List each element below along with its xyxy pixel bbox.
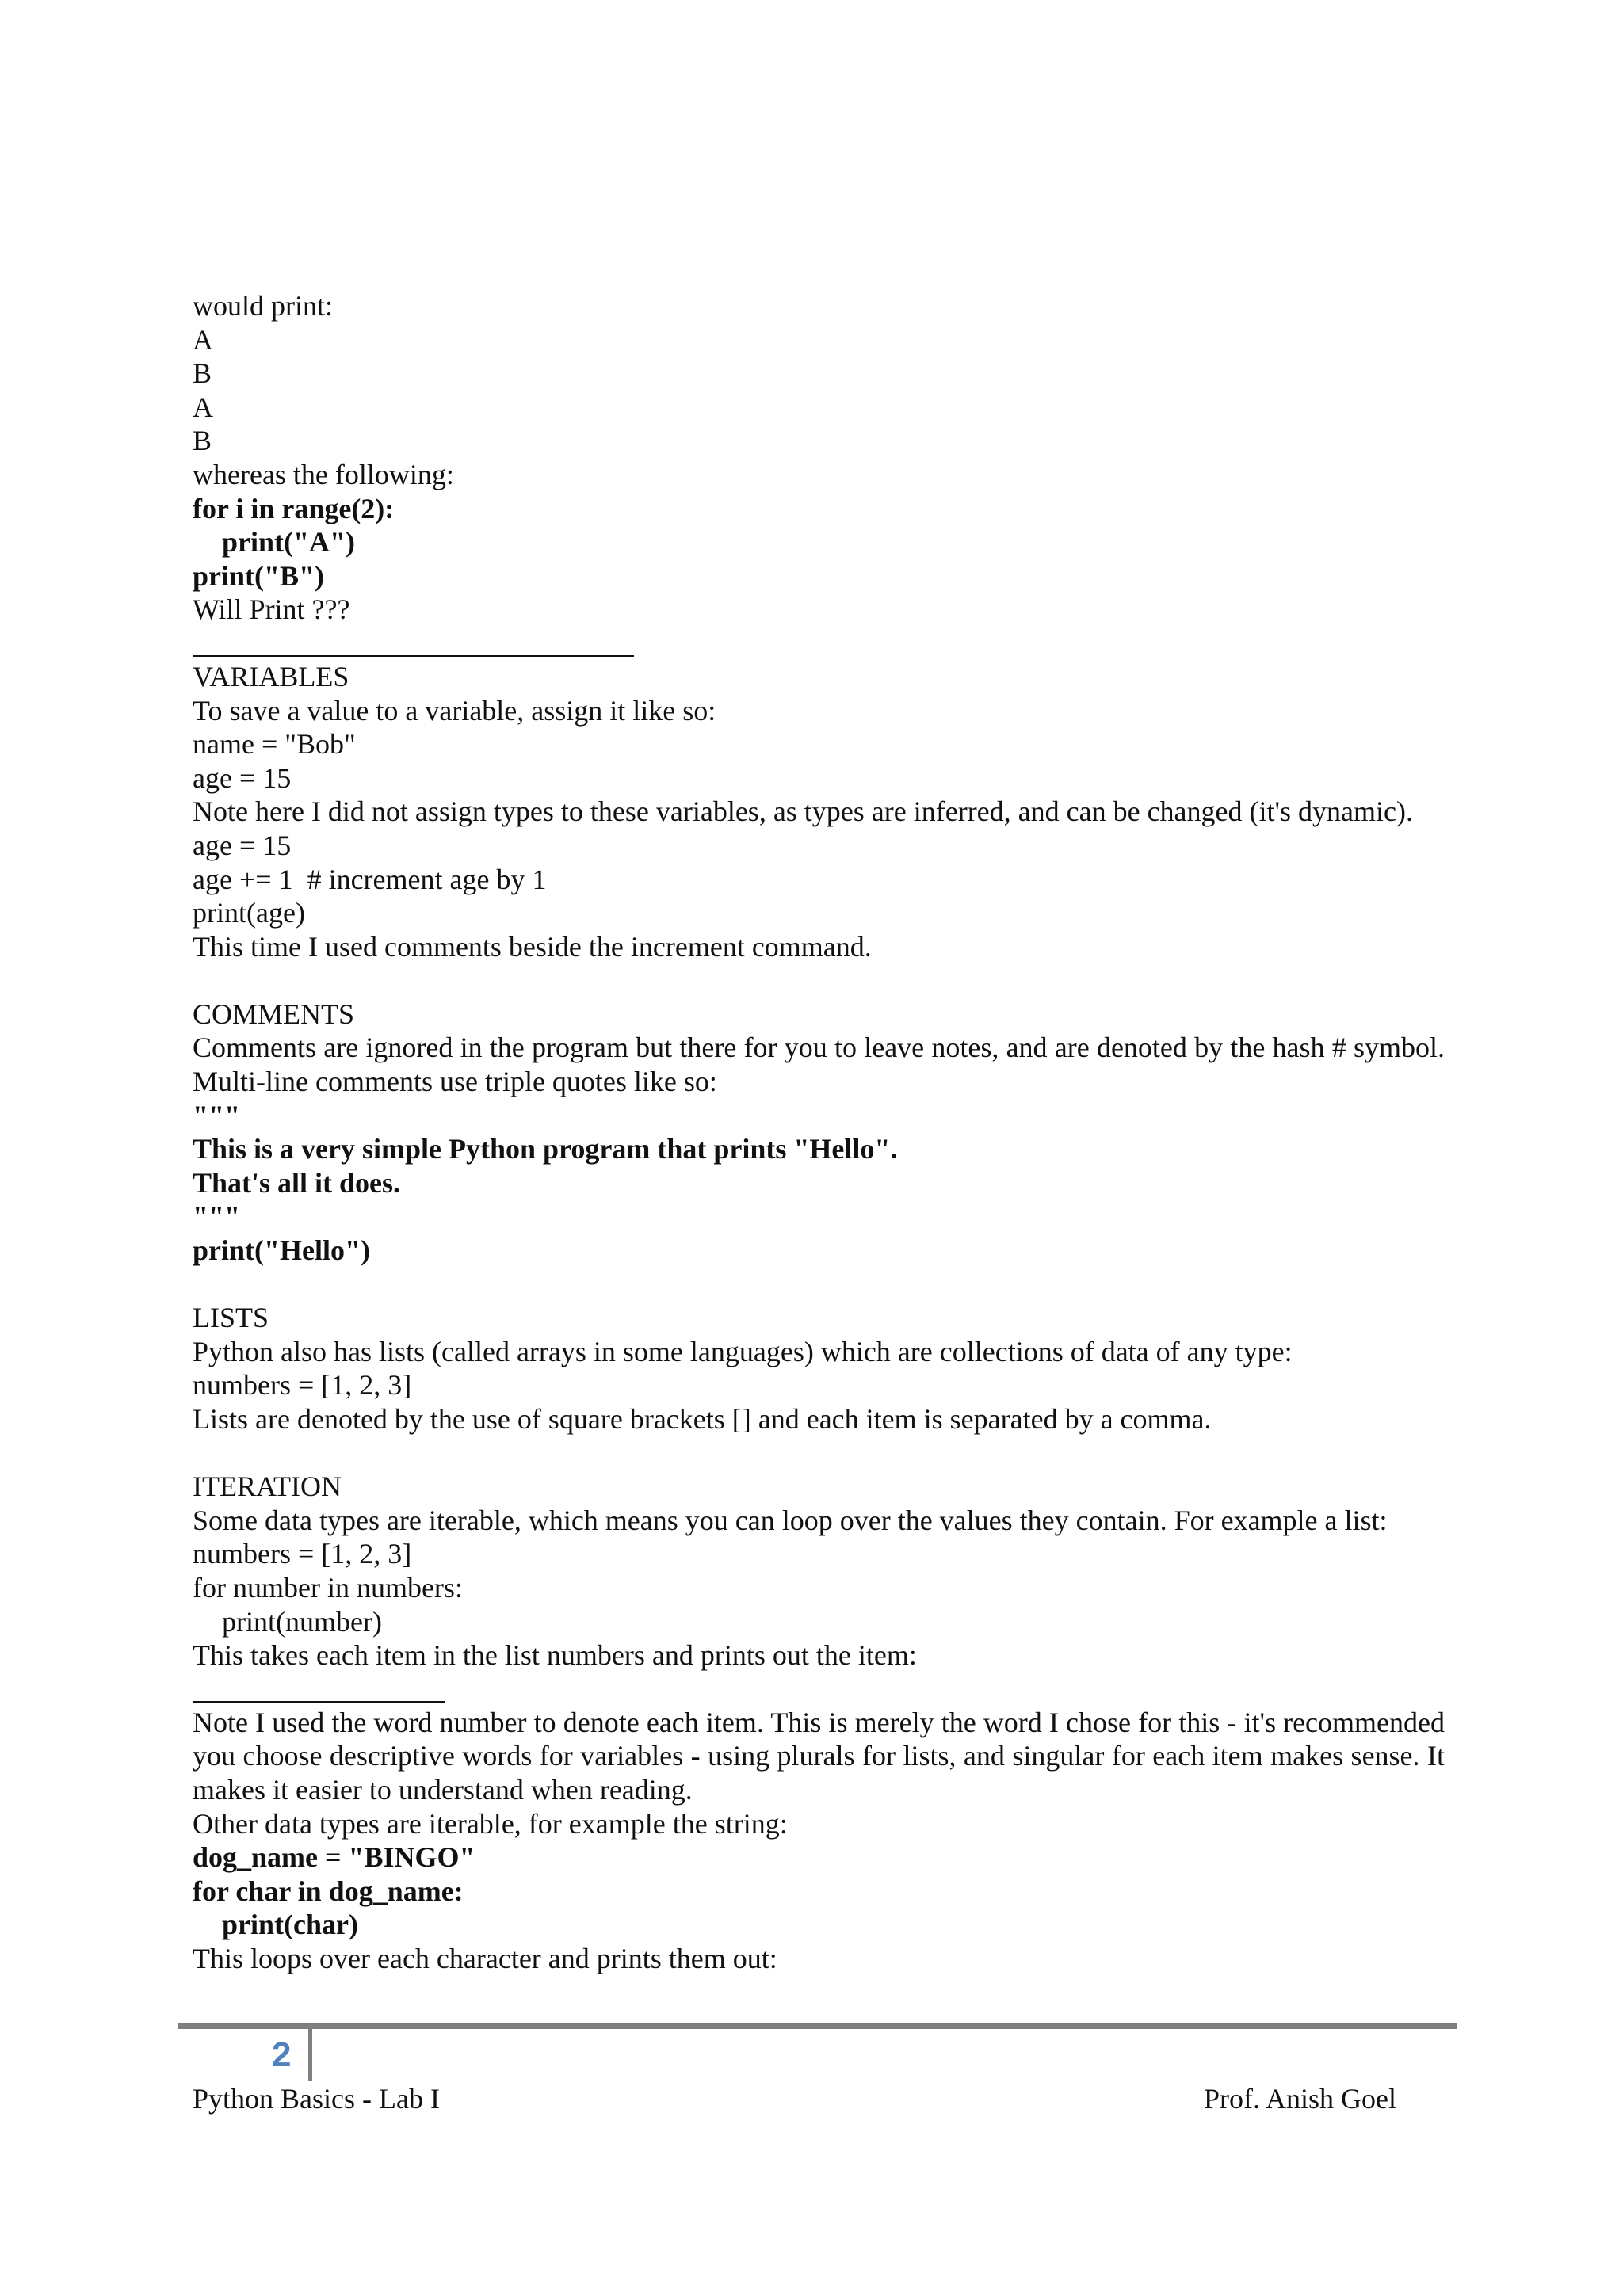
section-heading-comments: COMMENTS [193,997,355,1030]
code-line: print("B") [193,559,324,592]
footer-divider [178,2023,1457,2029]
code-line: dog_name = "BINGO" [193,1841,475,1874]
code-line: age = 15 [193,761,292,794]
section-heading-lists: LISTS [193,1302,269,1334]
code-line: for char in dog_name: [193,1875,464,1907]
code-line: print(number) [222,1605,382,1638]
text-line: would print: [193,290,333,322]
code-line: print(age) [193,897,305,929]
code-line: age = 15 [193,829,292,861]
code-line: numbers = [1, 2, 3] [193,1538,412,1570]
code-line: numbers = [1, 2, 3] [193,1369,412,1402]
footer-course-title: Python Basics - Lab I [193,2083,440,2115]
output-line: A [193,323,213,356]
page-body [193,289,1445,1976]
section-heading-variables: VARIABLES [193,660,349,692]
answer-blank-line [193,1672,445,1703]
page-number-divider [308,2028,312,2081]
spacer [193,1436,1445,1470]
text-line: Some data types are iterable, which means you can loop over the values they contain. For example a list: [193,1504,1388,1536]
text-line: Other data types are iterable, for example the string: [193,1807,788,1840]
output-line: A [193,391,213,423]
text-line: This takes each item in the list numbers and prints out the item: [193,1639,917,1672]
code-line: print(char) [222,1909,358,1941]
text-line: whereas the following: [193,458,454,490]
output-line: B [193,425,212,457]
code-line: print("Hello") [193,1234,370,1267]
page-number: 2 [272,2035,292,2074]
code-line: """ [193,1099,240,1131]
output-line: B [193,357,212,390]
spacer [193,1268,1445,1302]
footer-author: Prof. Anish Goel [1204,2083,1396,2115]
text-line: This loops over each character and prints them out: [193,1942,777,1974]
code-line: for number in numbers: [193,1571,463,1604]
text-line: Python also has lists (called arrays in some languages) which are collections of data of any type: [193,1335,1293,1367]
code-line: That's all it does. [193,1166,401,1199]
answer-blank-line [193,627,634,657]
section-heading-iteration: ITERATION [193,1470,342,1503]
text-line: To save a value to a variable, assign it like so: [193,694,716,727]
spacer [193,963,1445,997]
text-line: Lists are denoted by the use of square brackets [] and each item is separated by a comma. [193,1403,1212,1435]
code-line: age += 1 # increment age by 1 [193,863,547,895]
code-line: name = "Bob" [193,728,356,761]
code-line: """ [193,1200,240,1233]
code-line: for i in range(2): [193,492,395,524]
paragraph: Note I used the word number to denote each item. This is merely the word I chose for this - it's recommended you choose descriptive words for variables - using plurals for lists, and singular for each item makes sense. It makes it easier to understand when reading. [193,1706,1445,1806]
paragraph: Comments are ignored in the program but there for you to leave notes, and are denoted by the hash # symbol. Multi-line comments use triple quotes like so: [193,1032,1445,1098]
text-line: Will Print ??? [193,593,350,626]
text-line: This time I used comments beside the increment command. [193,930,872,963]
code-line: This is a very simple Python program that prints "Hello". [193,1133,898,1165]
code-line: print("A") [222,526,355,559]
paragraph: Note here I did not assign types to these variables, as types are inferred, and can be changed (it's dynamic). [193,795,1413,828]
